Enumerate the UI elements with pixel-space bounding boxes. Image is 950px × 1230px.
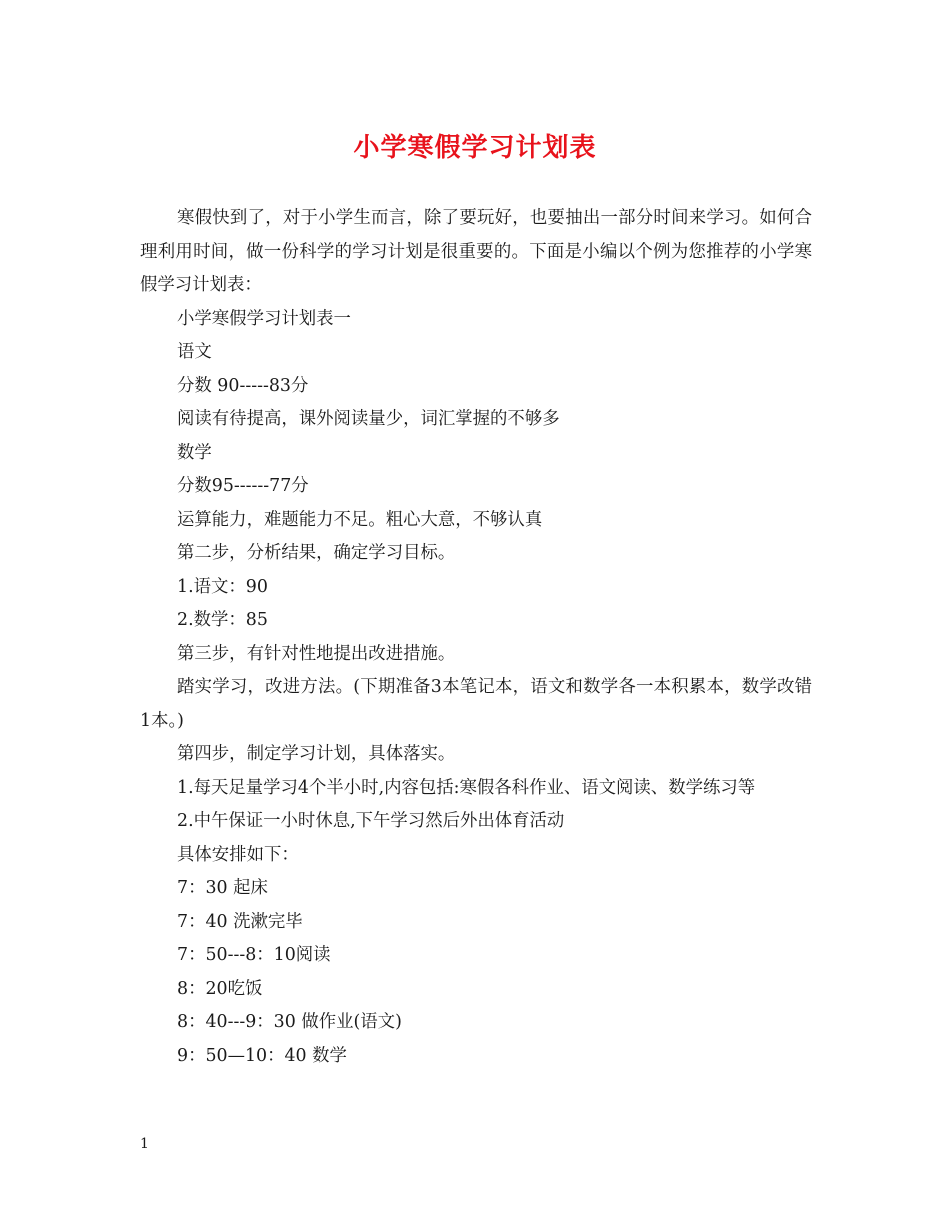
paragraph-chinese-score: 分数 90-----83分 — [177, 375, 309, 396]
schedule-item: 7：30 起床 — [177, 878, 268, 898]
schedule-item: 9：50—10：40 数学 — [177, 1045, 347, 1066]
paragraph-subtitle: 小学寒假学习计划表一 — [177, 308, 351, 329]
schedule-item: 8：20吃饭 — [177, 978, 263, 999]
paragraph-chinese-analysis: 阅读有待提高，课外阅读量少，词汇掌握的不够多 — [177, 409, 560, 429]
paragraph-intro: 寒假快到了，对于小学生而言，除了要玩好，也要抽出一部分时间来学习。如何合理利用时间，做一份科学的学习计划是很重要的。下面是小编以个例为您推荐的小学寒假学习计划表： — [140, 208, 812, 295]
paragraph-math-score: 分数95------77分 — [177, 476, 309, 496]
paragraph-schedule-heading: 具体安排如下： — [177, 844, 299, 865]
paragraph-step-two: 第二步，分析结果，确定学习目标。 — [177, 543, 456, 563]
paragraph-goal-chinese: 1.语文：90 — [177, 576, 268, 597]
paragraph-improvement: 踏实学习，改进方法。(下期准备3本笔记本，语文和数学各一本积累本，数学改错1本。) — [140, 677, 812, 731]
paragraph-plan-one: 1.每天足量学习4个半小时,内容包括:寒假各科作业、语文阅读、数学练习等 — [177, 777, 756, 798]
paragraph-goal-math: 2.数学：85 — [177, 610, 268, 630]
paragraph-math-analysis: 运算能力，难题能力不足。粗心大意，不够认真 — [177, 509, 543, 530]
schedule-item: 7：50---8：10阅读 — [177, 945, 331, 965]
schedule-item: 7：40 洗漱完毕 — [177, 911, 303, 932]
paragraph-chinese-heading: 语文 — [177, 342, 212, 362]
document-title: 小学寒假学习计划表 — [353, 133, 597, 163]
paragraph-step-four: 第四步，制定学习计划，具体落实。 — [177, 744, 456, 764]
paragraph-plan-two: 2.中午保证一小时休息,下午学习然后外出体育活动 — [177, 811, 565, 831]
page-number: 1 — [140, 1136, 149, 1152]
paragraph-math-heading: 数学 — [177, 442, 212, 463]
paragraph-step-three: 第三步，有针对性地提出改进措施。 — [177, 643, 456, 664]
schedule-item: 8：40---9：30 做作业(语文) — [177, 1012, 402, 1032]
document-body — [140, 202, 812, 1073]
